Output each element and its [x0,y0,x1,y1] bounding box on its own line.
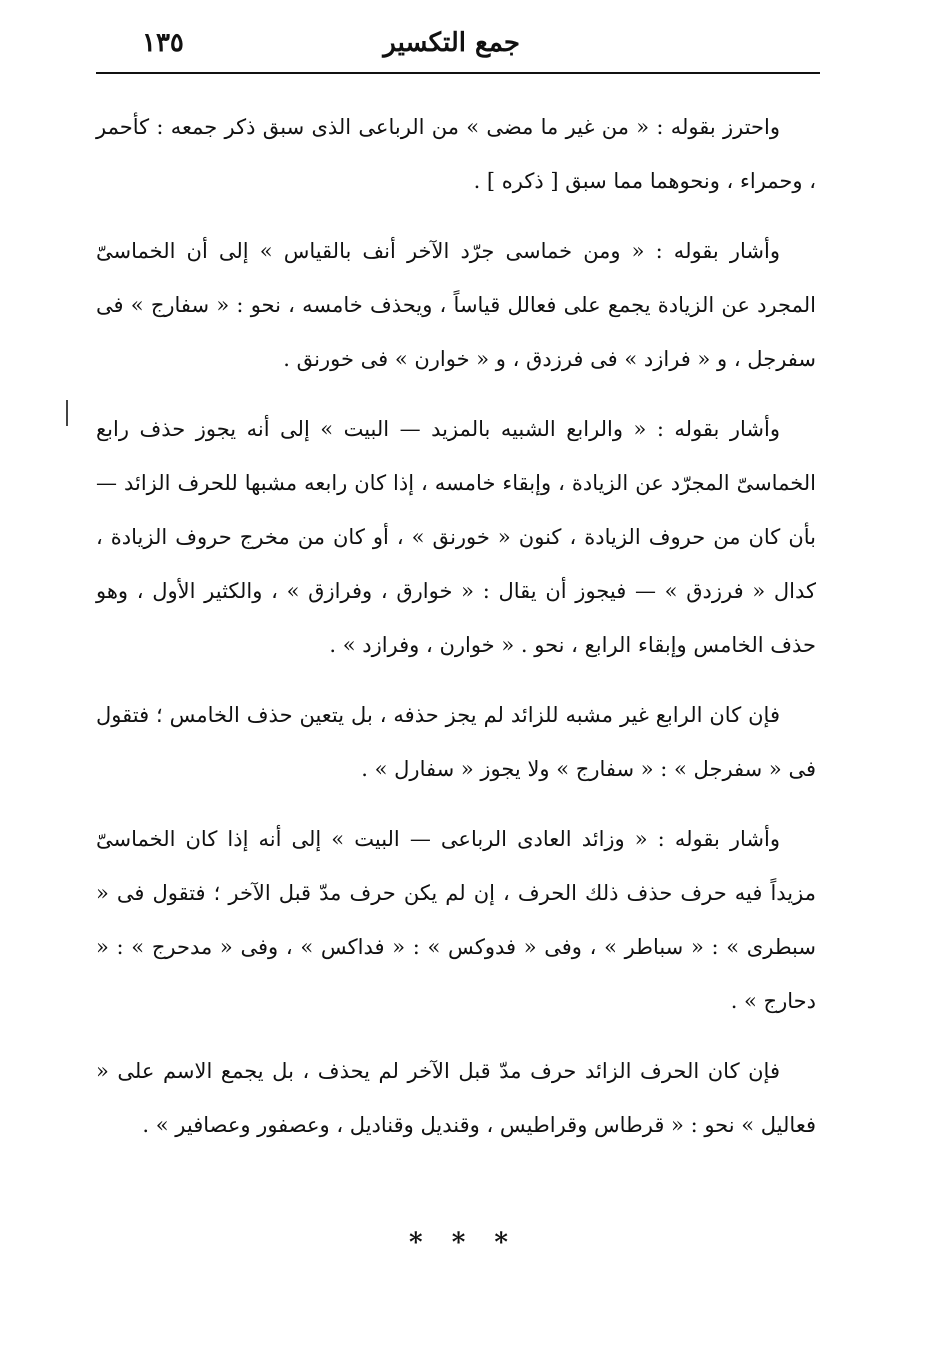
paragraph: وأشار بقوله : « وزائد العادى الرباعى — البيت » إلى أنه إذا كان الخماسىّ مزيداً فيه حرف حذف ذلك الحرف ، إن لم يكن حرف مدّ قبل الآخر ؛ فتقول فى « سبطرى » : « سباطر » ، وفى « فدوكس » : « فداكس » ، وفى « مدحرج » : « دحارج » . [96,827,816,1013]
page-number: ١٣٥ [142,28,184,58]
page-header [100,20,820,72]
section-separator: * * * [409,1228,518,1258]
paragraph: فإن كان الرابع غير مشبه للزائد لم يجز حذفه ، بل يتعين حذف الخامس ؛ فتقول فى « سفرجل » : « سفارج » ولا يجوز « سفارل » . [96,703,816,781]
paragraph: وأشار بقوله : « ومن خماسى جرّد الآخر أنف بالقياس » إلى أن الخماسىّ المجرد عن الزيادة يجمع على فعالل قياساً ، ويحذف خامسه ، نحو : « سفارج » فى سفرجل ، و « فرازد » فى فرزدق ، و « خوارن » فى خورنق . [96,239,816,371]
paragraph: واحترز بقوله : « من غير ما مضى » من الرباعى الذى سبق ذكر جمعه : كأحمر ، وحمراء ، ونحوهما مما سبق [ ذكره ] . [96,115,816,193]
body-text [96,100,816,1168]
margin-mark [66,400,68,426]
paragraph: فإن كان الحرف الزائد حرف مدّ قبل الآخر لم يحذف ، بل يجمع الاسم على « فعاليل » نحو : « قرطاس وقراطيس ، وقنديل وقناديل ، وعصفور وعصافير » . [96,1059,816,1137]
page-title: جمع التكسير [383,28,520,58]
paragraph: وأشار بقوله : « والرابع الشبيه بالمزيد — البيت » إلى أنه يجوز حذف رابع الخماسىّ المجرّد عن الزيادة ، وإبقاء خامسه ، إذا كان رابعه مشبها للحرف الزائد — بأن كان من حروف الزيادة ، كنون « خورنق » ، أو كان من مخرج حروف الزيادة ، كدال « فرزدق » — فيجوز أن يقال : « خوارق ، وفرازق » ، والكثير الأول ، وهو حذف الخامس وإبقاء الرابع ، نحو . « خوارن ، وفرازد » . [96,417,816,657]
header-divider [96,72,820,74]
